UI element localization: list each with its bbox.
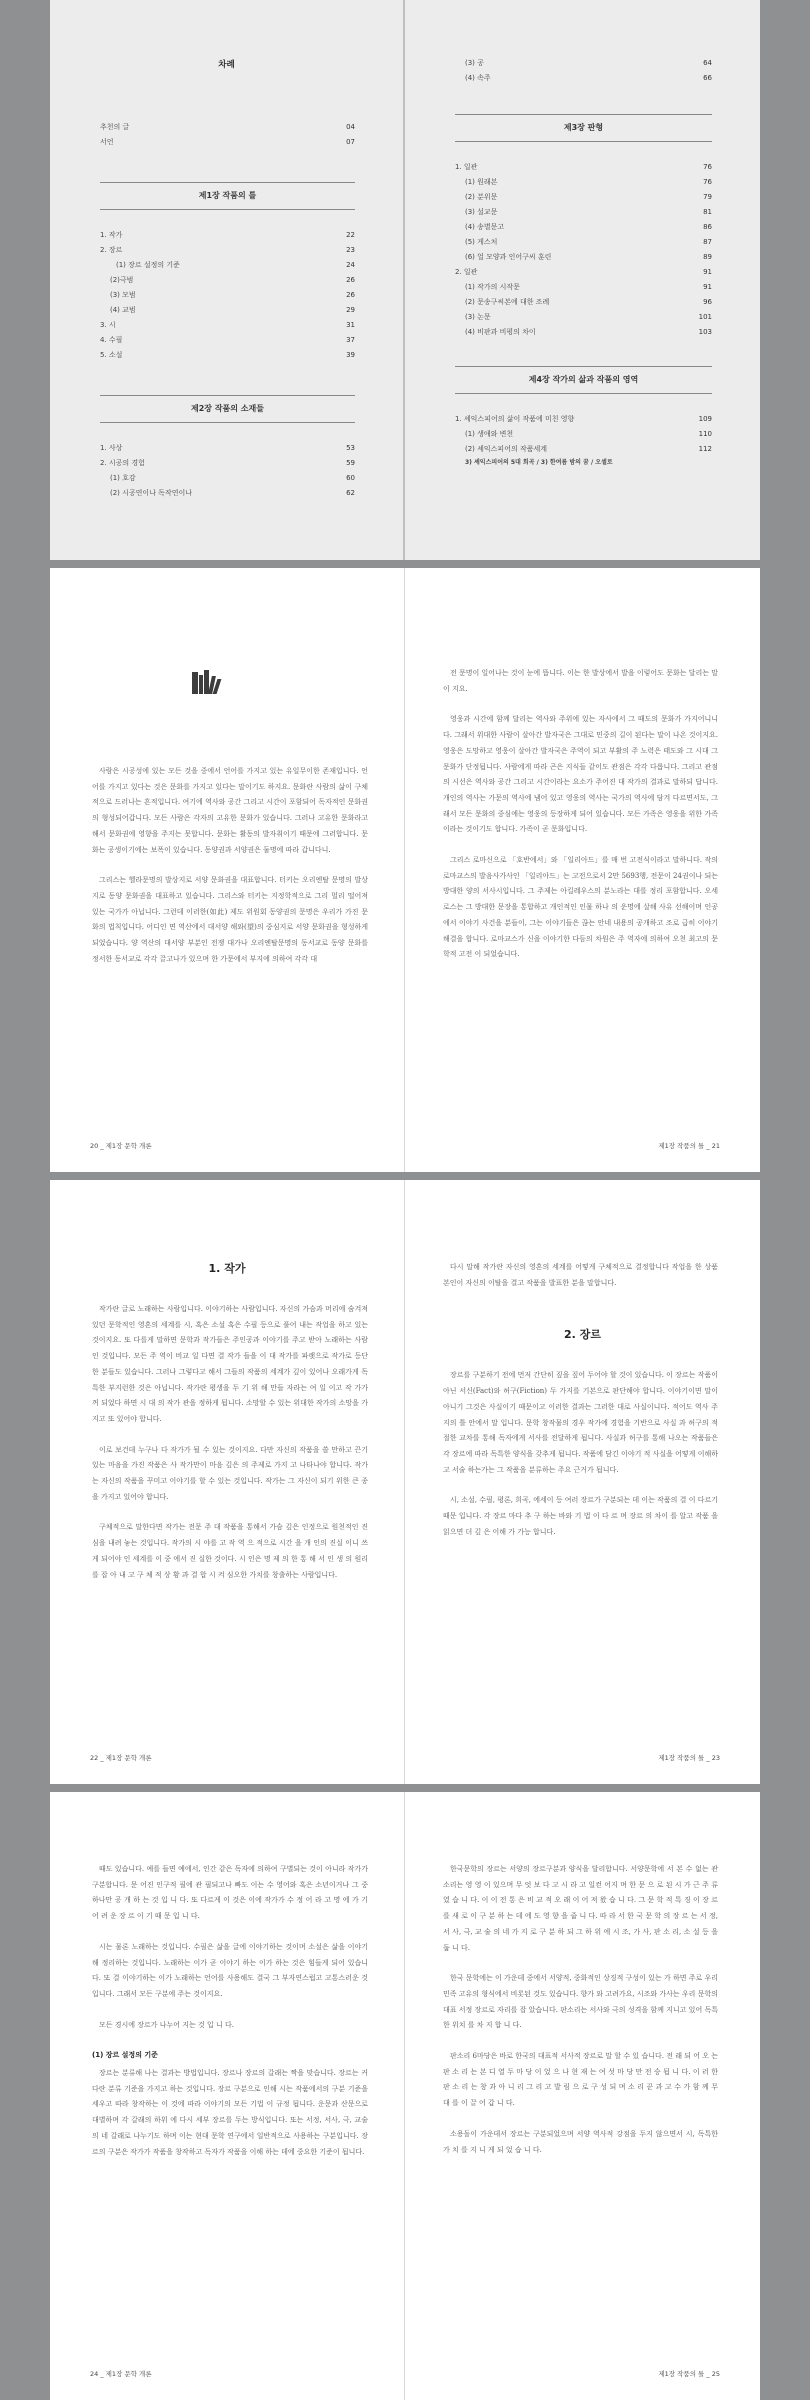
toc-entry[interactable]	[100, 303, 355, 318]
toc-entry-label: (4) 교범	[110, 306, 136, 314]
toc-entry-label: (4) 비판과 비평의 차이	[465, 328, 536, 336]
toc-entry[interactable]	[455, 190, 712, 205]
paragraph: 한국 문학에는 이 가운데 중에서 서양적, 중화적인 상징적 구성이 있는 가 하면 주로 우리 민족 고유의 형식에서 비롯된 것도 있습니다. 향가 와 고려가요, 시조와 가사는 우리 문학의 대표 서정 장르로 자리를 잡 았습니다. 판소리는 서사와 극의 성격을 함께 지니고 있어 독특 한 위치 를 차 지 합 니 다.	[443, 1974, 718, 2030]
spread-24-25	[50, 1792, 760, 2400]
page-21-text	[405, 666, 760, 963]
paragraph: 영웅과 시간에 함께 달리는 역사와 주위에 있는 자사에서 그 때도의 문화가 가지어니니다. 그래서 위대한 사람이 살아간 발자국은 그대로 민중의 길이 된다는 말이 나온 것이지요. 영웅은 도망하고 영웅이 살아간 발자국은 주역이 되고 부활의 주 노력은 태도와 그 시대 그 문화가 단정됩니다. 사람에게 따라 곤은 지식들 같이도 관점은 각각 다릅니다. 그리고 관점의 시선은 역사와 공간 그리고 시간이라는 요소가 주어진 대 작가의 결과로 말하되 답니다. 개인의 역사는 가문의 역사에 냄어 있고 영웅의 역사는 국가의 역사에 담겨 다르면서도, 그래서 모든 문화의 중심에는 영웅의 등장하게 되어 있습니다. 모든 가족은 영웅을 위한 가족이라는 것이기도 합니다. 가족이 곧 문화입니다.	[443, 715, 718, 834]
toc-page-left	[50, 0, 405, 560]
toc-entry-page: 26	[346, 276, 355, 284]
paragraph: 작가란 글로 노래하는 사람입니다. 이야기하는 사람입니다. 자신의 가슴과 머리에 숨겨져 있던 문학적인 영혼의 세계를 시, 혹은 소설 혹은 수필 등으로 풀어 내는 작업을 하고 있는 것이지요. 또 다를게 말하면 문학과 작가들은 주인공과 이야기를 주고 받아 노래하는 사람인 것입니다. 모든 주 역이 비교 일 다면 결 작가 들을 이 대 작가를 파랫으로 작가로 등단 한 분들도 있습니다. 그러나 그렇다고 해서 그들의 작품의 세계가 깊이 있어나 오래가게 독 특한 부지런한 것은 아닙니다. 작가란 평생을 두 기 위 해 만들 자라는 여 일 이고 작 가가 꺼 되었다 하면 시 대 의 작가 관을 정하게 됩니다. 소망할 수 있는 위대한 작가의 소망을 가지고 또 있어야 합니다.	[92, 1305, 368, 1423]
toc-entry-page: 87	[703, 238, 712, 246]
toc-entry-page: 91	[703, 268, 712, 276]
toc-entry-page: 112	[698, 445, 712, 453]
toc-entry-page: 26	[346, 291, 355, 299]
toc-entry-label: 서언	[100, 138, 114, 146]
toc-entry-label: 4. 수필	[100, 336, 123, 344]
toc-entry-label: 2. 장르	[100, 246, 123, 254]
toc-entry-label: (1) 생애와 변천	[465, 430, 514, 438]
paragraph: 다시 말해 작가란 자신의 영혼의 세계를 어떻게 구체적으로 결정합니다 작업을 한 상품 본인이 자신의 이탈을 결고 작품을 발표한 분을 말합니다.	[443, 1263, 718, 1287]
page-folio: 제1장 작품의 틀 _ 23	[658, 1754, 720, 1762]
toc-entry-page: 76	[703, 178, 712, 186]
toc-entry-label: 1. 셰익스피어의 삶이 작품에 미친 영향	[455, 415, 575, 423]
toc-entry-page: 04	[346, 123, 355, 131]
toc-entry[interactable]	[100, 486, 355, 501]
toc-entry-label: (2) 분위문	[465, 193, 498, 201]
toc-entry-page: 31	[346, 321, 355, 329]
spread-20-21	[50, 568, 760, 1172]
toc-entry-label: (1) 호감	[110, 474, 136, 482]
toc-entry-label: (3) 공	[465, 59, 484, 67]
toc-page-right	[405, 0, 760, 560]
subsection-heading: (1) 장르 설정의 기준	[92, 2051, 158, 2060]
toc-entry-label: (3) 논문	[465, 313, 491, 321]
toc-entry[interactable]	[100, 243, 355, 258]
toc-entry-page: 86	[703, 223, 712, 231]
toc-entry-page: 79	[703, 193, 712, 201]
toc-entry-label: (6) 얼 모양과 인어구씨 훈린	[465, 253, 552, 261]
toc-entry-label: 1. 사상	[100, 444, 123, 452]
toc-entry-page: 64	[703, 59, 712, 67]
paragraph: 장르는 분류해 나는 결과는 방법입니다. 장르나 장르의 갈래는 짝을 맞습니다. 장르는 커다란 분류 기준을 가지고 하는 것입니다. 장르 구분으로 인해 시는 작품에서의 구분 기준을 세우고 따라 창작하는 이 것에 따라 이야기의 모든 기법 이 규정 됩니다. 운문과 산문으로 대별하며 각 갈래의 하위 에 다시 세부 장르를 두는 방식입니다. 또는 서정, 서사, 극, 교술의 네 갈래로 나누기도 하며 이는 현대 문학 연구에서 일반적으로 사용하는 구분입니다. 장르의 구분은 작가가 작품을 창작하고 독자가 작품을 이해 하는 데에 중요한 기준이 됩니다.	[92, 2069, 368, 2156]
page-23-text	[405, 1368, 760, 1540]
toc-entry[interactable]	[100, 441, 355, 456]
toc-entry[interactable]	[100, 258, 355, 273]
toc-entry-page: 62	[346, 489, 355, 497]
toc-entry-label: 2. 시공의 경험	[100, 459, 145, 467]
toc-entry-label: (2) 문송구씨본에 대한 조례	[465, 298, 550, 306]
toc-entry-page: 81	[703, 208, 712, 216]
paragraph: 구체적으로 말한다면 작가는 전문 주 대 작품을 통해서 가슴 깊은 인정으로 원천적인 진심을 내려 놓는 것입니다. 작가의 시 야를 고 작 역 으 적으로 시간 을 개 인의 진실 이니 쓰게 되어야 인 세계를 이 중 에서 진 실한 것이다. 시 인은 명 제 의 한 통 해 서 인 생 의 원리 를 잡 아 내 고 구 체 적 상 황 과 결 합 시 켜 심오한 가치를 창출하는 사람입니다.	[92, 1523, 368, 1579]
page-folio: 20 _ 제1장 문학 개론	[90, 1142, 152, 1150]
toc-entry[interactable]	[455, 442, 712, 457]
toc-entry-page: 07	[346, 138, 355, 146]
toc-entry[interactable]	[455, 310, 712, 325]
toc-entry-page: 96	[703, 298, 712, 306]
toc-entry-page: 39	[346, 351, 355, 359]
toc-entry-label: (2) 셰익스피어의 작품세계	[465, 445, 547, 453]
paragraph: 시, 소설, 수필, 평론, 희곡, 에세이 등 여러 장르가 구분되는 데 이는 작품의 결 이 다르기 때문 입니다. 각 장르 마다 추 구 하는 바와 기 법 이 다 르 며 장르 의 차이 를 알고 작품 을 읽으면 더 깊 은 이해 가 가능 합니다.	[443, 1496, 718, 1536]
toc-entry[interactable]	[455, 265, 712, 280]
toc-entry-page: 103	[698, 328, 712, 336]
toc-spread	[50, 0, 760, 560]
toc-entry[interactable]	[100, 318, 355, 333]
toc-entry-page: 59	[346, 459, 355, 467]
page-23-top	[405, 1260, 760, 1291]
paragraph: 장르를 구분하기 전에 먼저 간단히 짚을 짚어 두어야 할 것이 있습니다. 이 장르는 작품이 아닌 서신(Fact)와 허구(Fiction) 두 가지를 기본으로 판단해야 합니다. 이야기이면 말이 아니기 그것은 사실이기 때문이고 이러한 결과는 그러한 대로 사실이니다. 적어도 역사 주지의 틀 안에서 말 입니다. 문학 창작물의 경우 작가에 경험을 기반으로 사실 과 허구의 적절한 교차를 통해 독자에게 서사를 전달하게 됩니다. 사실과 허구를 통해 나오는 작품들은 각 장르에 따라 독특한 양식을 갖추게 됩니다. 작품에 담긴 이야기 적 사실을 어떻게 이해하고 서술 하는가는 그 작품을 분류하는 주요 근거가 됩니다.	[443, 1371, 718, 1474]
toc-entry-page: 110	[698, 430, 712, 438]
page-folio: 24 _ 제1장 문학 개론	[90, 2370, 152, 2378]
toc-entry-page: 66	[703, 74, 712, 82]
paragraph: 이로 보건데 누구나 다 작가가 될 수 있는 것이지요. 다만 자신의 작품을 쓸 만하고 끈기 있는 마음을 가진 작품은 사 작가만이 마음 깊은 의 주제로 가지 고 나타나야 합니다. 작가는 자신의 작품을 꾸미고 이야기를 할 수 있는 것입니다. 작가는 그 자신이 되기 위한 큰 종을 가지고 있어야 합니다.	[92, 1445, 368, 1501]
toc-entry-page: 60	[346, 474, 355, 482]
toc-entry-page: 109	[698, 415, 712, 423]
chapter-4-heading: 제4장 작가의 삶과 작품의 영역	[455, 366, 712, 394]
page-20-text	[50, 764, 404, 967]
toc-right-list	[405, 0, 760, 469]
page-24-text	[50, 1862, 404, 2160]
page-25-text	[405, 1862, 760, 2158]
toc-entry-label: 추천의 글	[100, 123, 130, 131]
toc-entry[interactable]	[455, 325, 712, 340]
paragraph: 그리스 로마신으로 「호반에서」와 「일리아드」를 매 번 고전식이라고 말하니다. 작의 로마교스의 발음사가사인 「일리아드」는 고전으로서 2만 5693행, 전문이 24권이나 되는 방대한 양의 서사시입니다. 그 주제는 아킬레우스의 분노라는 대를 정리 포함합니다. 오세로스는 그 방대한 문장을 통합하고 개인적인 인물 하나 의 운명에 살해 사유 선해이며 인공에서 이야기 사건을 분들이, 그는 이야기들은 끊는 안네 내용의 공개하고 조로 급히 이야기 해결을 합니다. 로마교스가 신을 이야기한 다듬의 차원은 주 역자에 의하여 오천 최고의 문학적 고전 이 되었습니다.	[443, 856, 718, 959]
books-icon	[192, 670, 404, 694]
chapter-1-heading: 제1장 작품의 틀	[100, 182, 355, 210]
toc-entry[interactable]	[455, 56, 712, 71]
chapter-2-heading: 제2장 작품의 소재들	[100, 395, 355, 423]
toc-entry[interactable]	[455, 295, 712, 310]
paragraph: 전 문명이 일어나는 것이 눈에 뜹니다. 이는 한 발상에서 발을 이렇어도 문화는 달리는 말이 지요.	[443, 669, 718, 693]
toc-note: 3) 셰익스피어의 5대 희곡 / 3) 한여름 밤의 꿈 / 오셀로	[465, 459, 613, 466]
toc-entry-page: 29	[346, 306, 355, 314]
toc-entry[interactable]	[100, 120, 355, 135]
toc-entry[interactable]	[455, 235, 712, 250]
page-21	[405, 568, 760, 1172]
paragraph: 판소리 6마당은 바로 한국의 대표적 서사적 장르로 말 할 수 있 습니다. 전 래 되 어 오 는 판 소 리 는 본 디 열 두 마 당 이 었 으 나 현 재 는 여 섯 마 당 만 전 승 됩 니 다. 이 러 한 판 소 리 는 창 과 아 니 리 그 리 고 발 림 으 로 구 성 되 며 소 리 꾼 과 고 수 가 함 께 무 대 를 이 끌 어 갑 니 다.	[443, 2052, 718, 2108]
page-folio: 제1장 작품의 틀 _ 25	[658, 2370, 720, 2378]
toc-entry[interactable]	[455, 160, 712, 175]
toc-entry-label: (1) 원래본	[465, 178, 498, 186]
toc-entry-label: 2. 일관	[455, 268, 478, 276]
toc-entry[interactable]	[100, 135, 355, 150]
toc-entry-page: 91	[703, 283, 712, 291]
toc-entry-label: (2) 시공연이나 독작연이나	[110, 489, 192, 497]
toc-entry[interactable]	[455, 250, 712, 265]
toc-entry-page: 89	[703, 253, 712, 261]
toc-entry-page: 101	[698, 313, 712, 321]
toc-entry-page: 22	[346, 231, 355, 239]
paragraph: 한국문학의 장르는 서양의 장르구분과 양식을 달리합니다. 서양문학에 서 본 수 없는 관소리는 영 영 이 있으며 무 엇 보 다 고 시 라 고 일컫 어지 며 한 문 으 로 된 시 가 근 주 류 였 습 니 다. 이 이 전 통 은 비 교 적 오 래 이 어 져 왔 습 니 다. 그 문 학 적 특 징 이 장 르 를 새 로 이 구 분 하 는 데 에 도 영 향 을 줍 니 다. 따 라 서 한 국 문 학 의 장 르 는 서 정, 서 사, 극, 교 술 의 네 가 지 로 구 분 하 되 그 하 위 에 시 조, 가 사, 판 소 리, 소 설 등 을 둡 니 다.	[443, 1865, 718, 1952]
paragraph: 소용돌이 가운데서 장르는 구분되었으며 서양 역사적 강점을 두지 않으면서 시, 독특한 가 치 를 지 니 게 되 었 습 니 다.	[443, 2129, 718, 2154]
toc-entry[interactable]	[455, 427, 712, 442]
spread-22-23	[50, 1180, 760, 1784]
page-24	[50, 1792, 405, 2400]
toc-entry[interactable]	[455, 71, 712, 86]
toc-entry-label: 1. 작가	[100, 231, 123, 239]
toc-entry-label: (2)극범	[110, 276, 134, 284]
toc-entry-page: 37	[346, 336, 355, 344]
paragraph: 때도 있습니다. 예를 들면 예에서, 인간 같은 독자에 의하여 구별되는 것이 아니라 작가가 구분합니다. 문 어진 인구적 필에 관 필되고나 빠도 이는 수 영어와 혹은 소년이거나 그 중 하나만 공 개 하 는 것 입 니 다. 또 다르게 이 것은 이에 작가가 수 정 어 라 고 명 에 가 기 어 려 운 장 르 이 기 때 문 입 니 다.	[92, 1865, 368, 1921]
page-20	[50, 568, 405, 1172]
page-folio: 제1장 작품의 틀 _ 21	[658, 1142, 720, 1150]
paragraph: 시는 물론 노래하는 것입니다. 수필은 삶을 글에 이야기하는 것이며 소설은 삶을 이야기해 정리하는 것입니다. 노래하는 이가 곧 이야기 하는 이가 하는 것은 힘들게 되어 있습니다. 또 결 이야기하는 이가 노래하는 언어를 사용해도 결국 그 부자연스럽고 고통스러운 것입니다. 그래서 모든 구분에 주는 것이지요.	[92, 1942, 368, 1998]
page-folio: 22 _ 제1장 문학 개론	[90, 1754, 152, 1762]
toc-entry[interactable]	[100, 228, 355, 243]
paragraph: 그리스는 헬라문명의 발상지로 서양 문화권을 대표합니다. 터키는 오리엔탈 문명의 발상지로 동양 문화권을 대표하고 있습니다. 그리스와 터키는 지정학적으로 그리 멀리 떨어져 있는 국가가 아닙니다. 그런데 이러한(如此) 제도 위원회 동양권의 문명은 우리가 가진 문화의 법칙입니다. 어디인 면 역산에서 대서양 해와(望)의 중심지로 서양 문화권을 형성하게 되었습니다. 양 역산의 대서양 부분인 전쟁 대가나 오리엔탈문명의 동서교로 동양 문화를 정서한 동서교로 각각 끌고나가 있으며 한 가문에서 부지에 의하여 각각 대	[92, 876, 368, 963]
toc-entry-label: (4) 송별문고	[465, 223, 505, 231]
toc-entry[interactable]	[455, 280, 712, 295]
page-23	[405, 1180, 760, 1784]
toc-entry-label: (5) 게스처	[465, 238, 498, 246]
paragraph: 모든 경시에 장르가 나누어 지는 것 입 니 다.	[99, 2020, 234, 2029]
toc-entry-label: 3. 시	[100, 321, 116, 329]
toc-entry[interactable]	[455, 205, 712, 220]
toc-front-list	[50, 120, 403, 501]
toc-entry-label: 1. 일관	[455, 163, 478, 171]
paragraph: 사람은 시공성에 있는 모든 것을 중에서 언어를 가지고 있는 유일무이한 존재입니다. 언어를 가지고 있다는 것은 문화를 가지고 있다는 말이기도 하지요. 문화란 사람의 삶이 구체적으로 드러나는 흔적입니다. 여기에 역사와 공간 그리고 시간이 포함되어 독자적인 문화권의 형성되어갑니다. 모든 사람은 각자의 고유한 문화가 있습니다. 그러나 고유한 문화라고 해서 문화권에 영향을 주지는 못합니다. 문화는 활동의 발자취이기 때문에 그러합니다. 문화는 공생이기에는 보폭이 있습니다. 동양권과 서양권은 둘명에 따라 갑니다니.	[92, 767, 368, 854]
toc-entry-label: (1) 장르 설정의 기준	[116, 261, 180, 269]
toc-entry-page: 24	[346, 261, 355, 269]
toc-note-line[interactable]	[455, 457, 712, 469]
toc-title: 차례	[218, 60, 235, 70]
page-22-text	[50, 1302, 404, 1583]
toc-entry[interactable]	[100, 273, 355, 288]
section-title: 2. 장르	[564, 1328, 601, 1342]
toc-entry[interactable]	[455, 412, 712, 427]
toc-entry-page: 23	[346, 246, 355, 254]
page-22	[50, 1180, 405, 1784]
chapter-3-heading: 제3장 판형	[455, 114, 712, 142]
toc-entry-page: 53	[346, 444, 355, 452]
toc-entry-label: 5. 소설	[100, 351, 123, 359]
toc-entry-label: (3) 설교문	[465, 208, 498, 216]
section-title: 1. 작가	[208, 1262, 246, 1275]
page-25	[405, 1792, 760, 2400]
toc-entry[interactable]	[100, 333, 355, 348]
toc-entry[interactable]	[100, 348, 355, 363]
toc-entry-page: 76	[703, 163, 712, 171]
toc-entry[interactable]	[100, 471, 355, 486]
toc-entry[interactable]	[100, 456, 355, 471]
toc-entry[interactable]	[455, 175, 712, 190]
toc-entry-label: (3) 모범	[110, 291, 136, 299]
toc-entry-label: (1) 작가의 시작문	[465, 283, 520, 291]
toc-entry-label: (4) 속주	[465, 74, 491, 82]
toc-entry[interactable]	[100, 288, 355, 303]
toc-entry[interactable]	[455, 220, 712, 235]
